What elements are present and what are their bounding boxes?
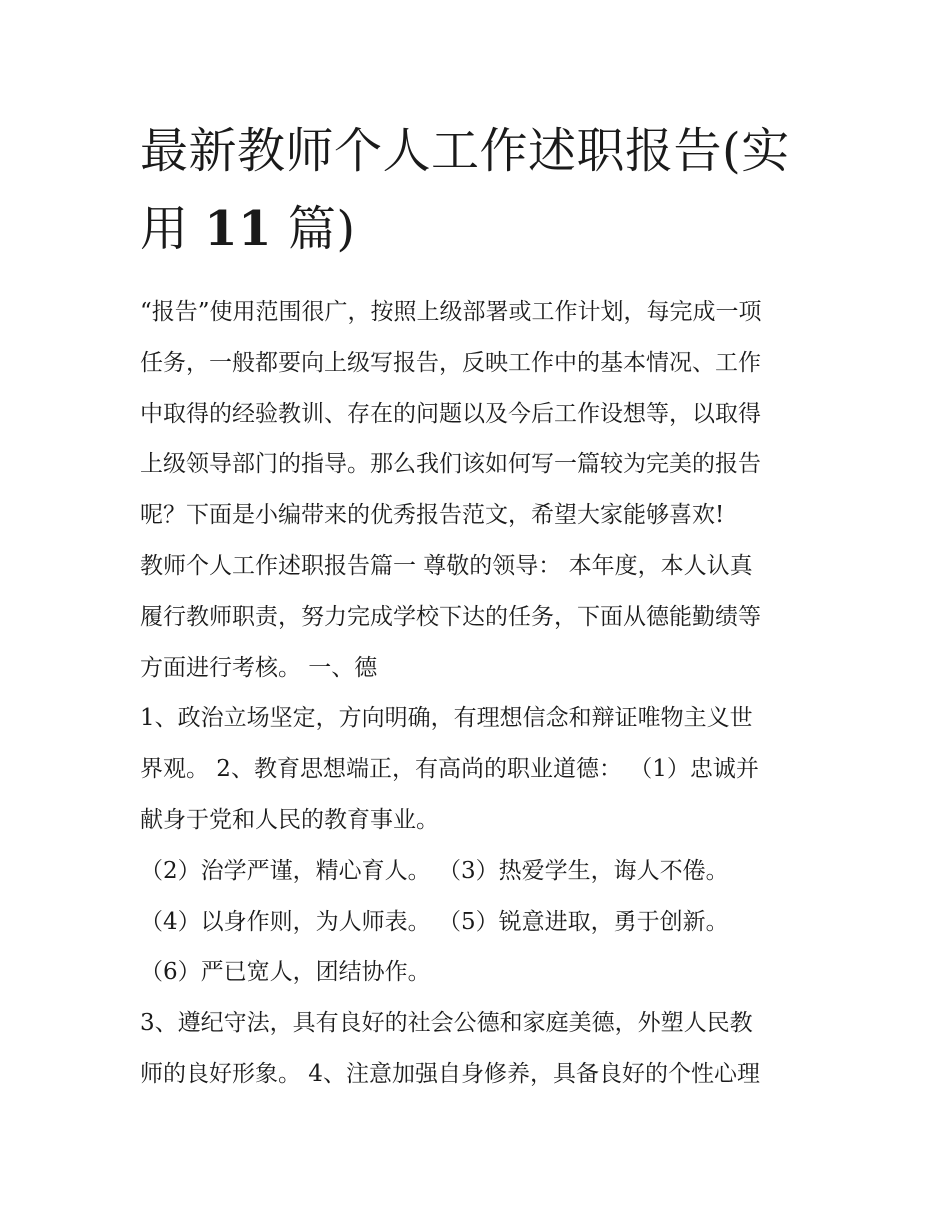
title-line-1: 最新教师个人工作述职报告(实: [140, 123, 790, 179]
body-line: （2）治学严谨，精心育人。 （3）热爱学生，诲人不倦。: [140, 857, 729, 884]
title-number: 11: [204, 201, 273, 257]
title-text-c: 篇): [287, 201, 356, 257]
body-line: 界观。 2、教育思想端正，有高尚的职业道德： （1）忠诚并: [140, 756, 759, 783]
body-line: 教师个人工作述职报告篇一 尊敬的领导： 本年度，本人认真: [140, 552, 753, 579]
body-line: 师的良好形象。 4、注意加强自身修养，具备良好的个性心理: [140, 1060, 760, 1087]
document-body: [140, 287, 820, 1100]
body-line: 1、政治立场坚定，方向明确，有理想信念和辩证唯物主义世: [140, 705, 753, 732]
body-line: 上级领导部门的指导。那么我们该如何写一篇较为完美的报告: [140, 451, 761, 478]
document-page: [140, 112, 820, 1100]
body-line: 3、遵纪守法，具有良好的社会公德和家庭美德，外塑人民教: [140, 1010, 753, 1037]
body-line: 履行教师职责，努力完成学校下达的任务，下面从德能勤绩等: [140, 603, 761, 630]
title-text-a: 用: [140, 201, 189, 257]
body-line: 方面进行考核。 一、德: [140, 654, 378, 681]
body-line: “报告”使用范围很广，按照上级部署或工作计划，每完成一项: [140, 299, 762, 325]
body-line: （6）严已宽人，团结协作。: [140, 959, 431, 986]
body-line: 献身于党和人民的教育事业。: [140, 806, 439, 833]
document-title: [140, 112, 820, 268]
body-line: 任务，一般都要向上级写报告，反映工作中的基本情况、工作: [140, 349, 761, 376]
title-line-2: [140, 190, 820, 268]
body-line: 呢？下面是小编带来的优秀报告范文，希望大家能够喜欢!: [140, 502, 725, 529]
body-line: 中取得的经验教训、存在的问题以及今后工作设想等，以取得: [140, 400, 761, 427]
body-line: （4）以身作则，为人师表。 （5）锐意进取，勇于创新。: [140, 908, 729, 935]
